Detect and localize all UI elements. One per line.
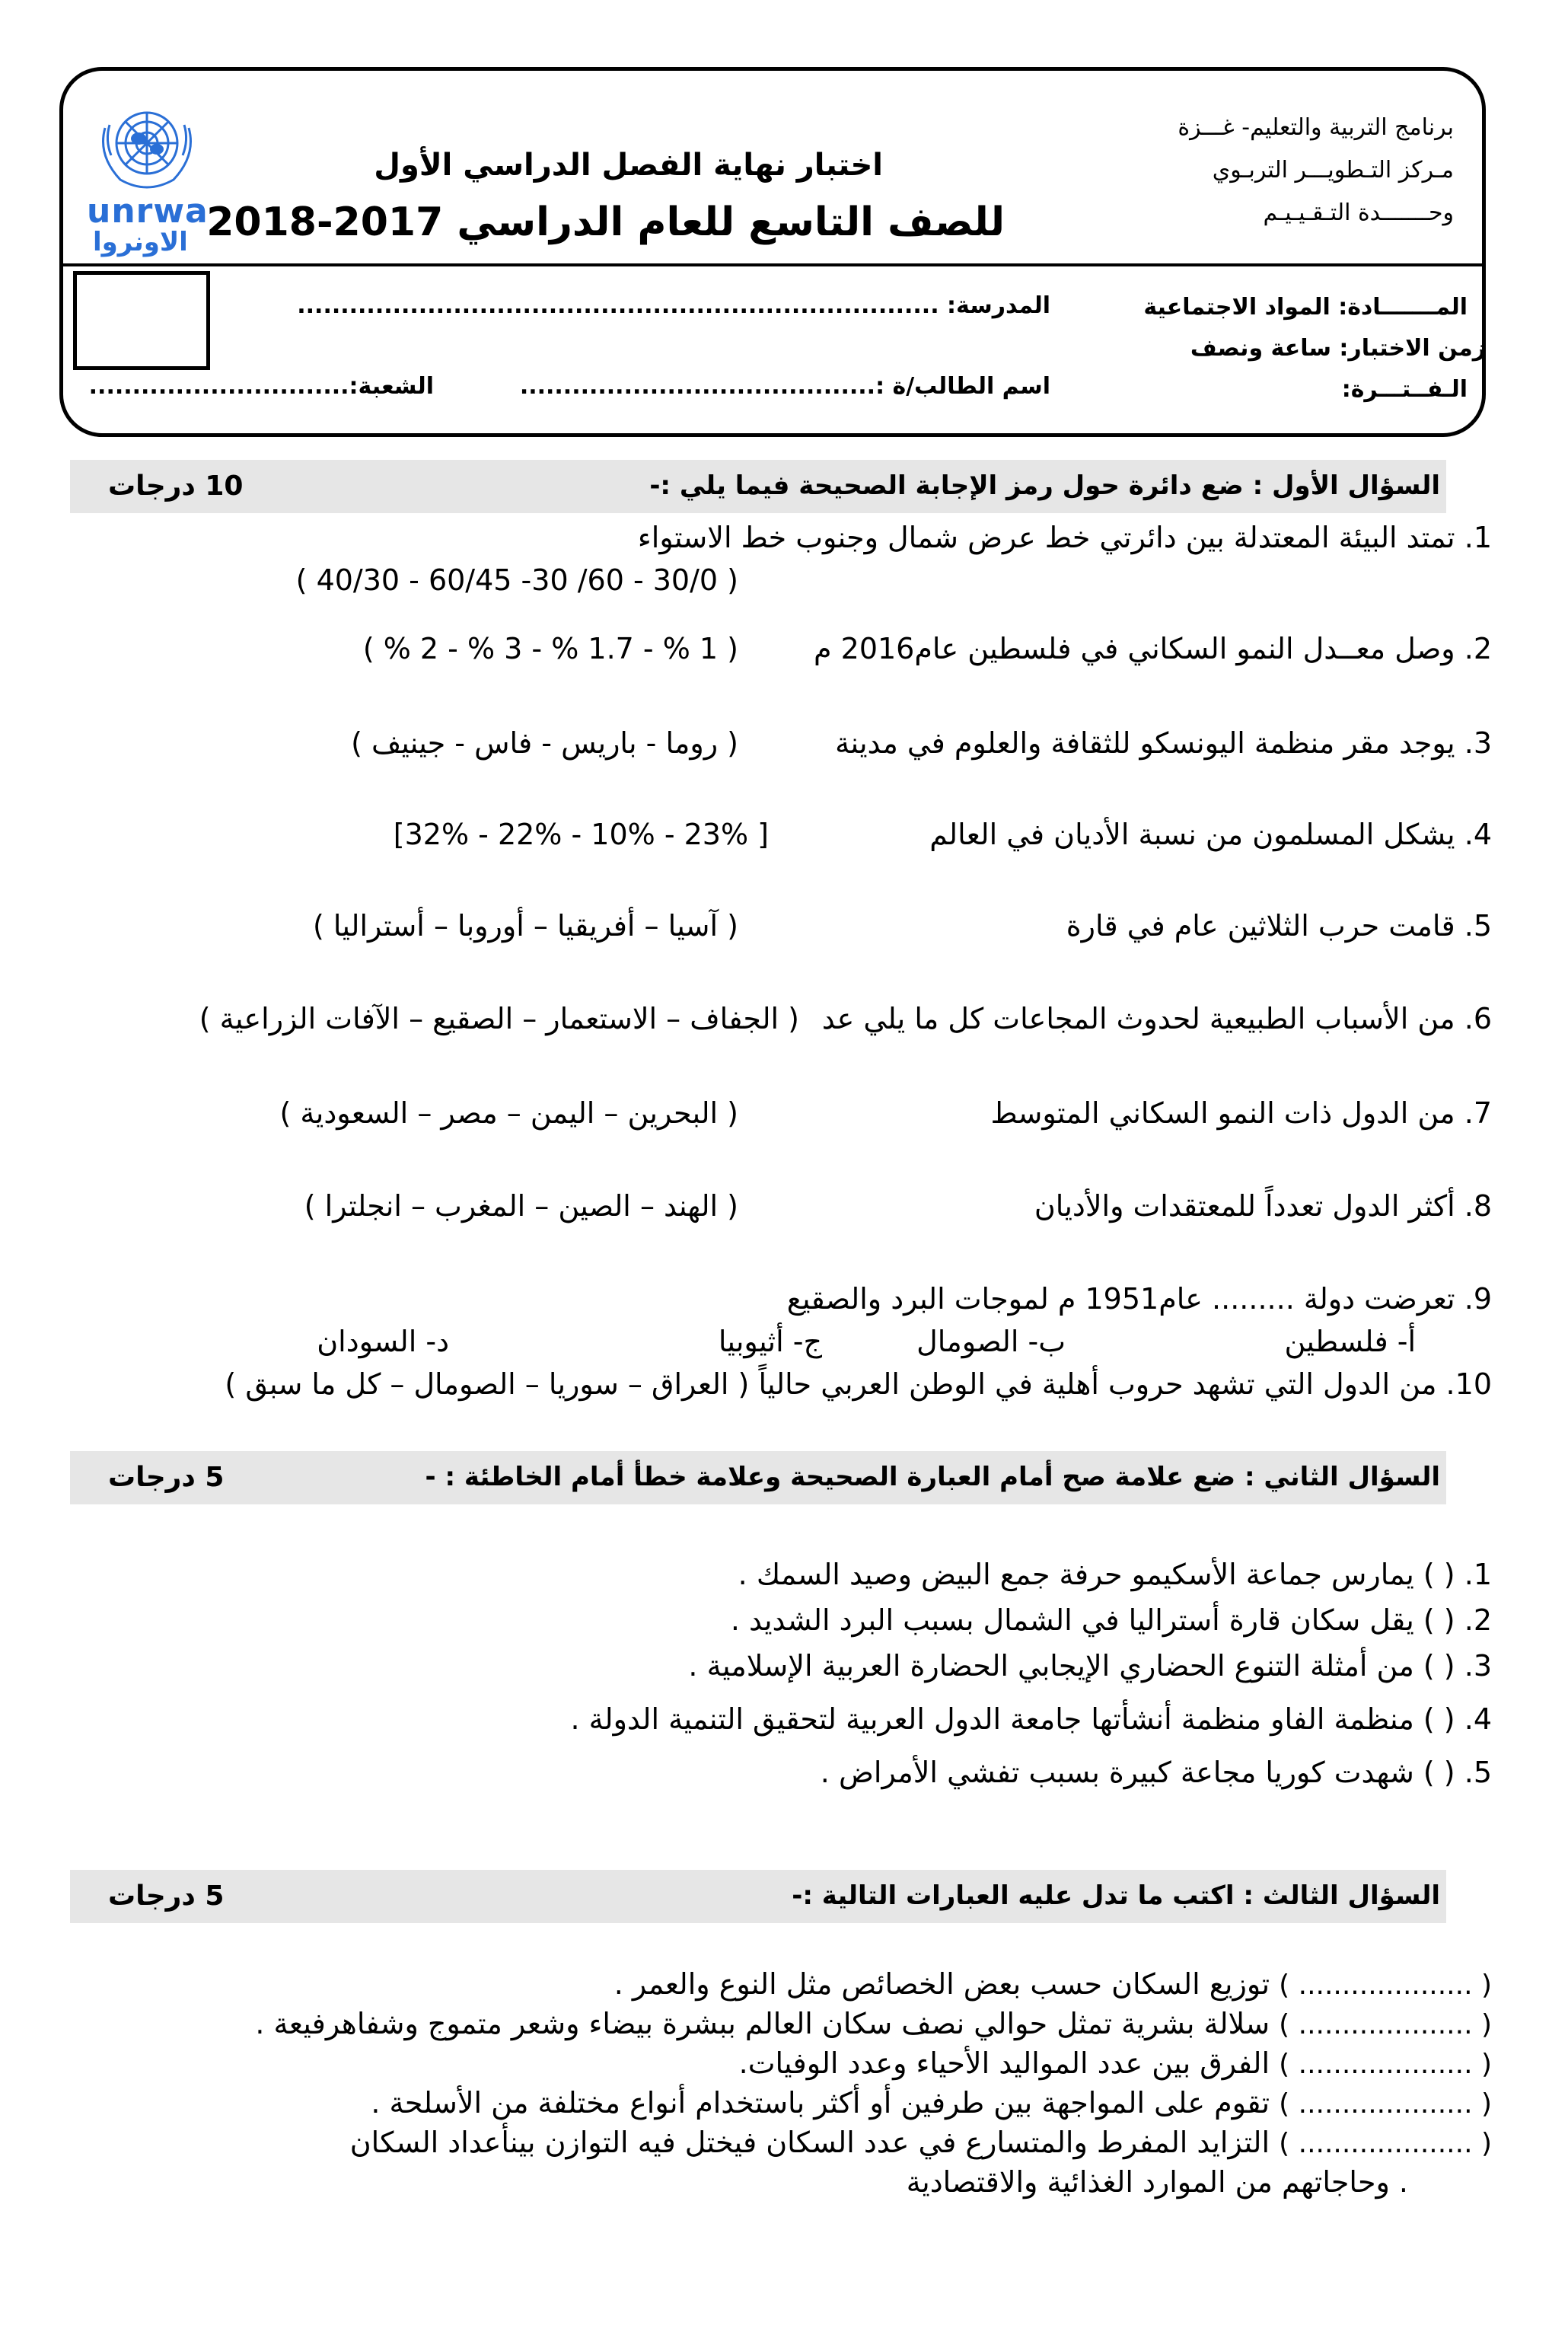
answer-blank[interactable]: ( .................... ) [1279, 2128, 1492, 2159]
item-text: يوجد مقر منظمة اليونسكو للثقافة والعلوم في مدينة [835, 726, 1455, 760]
q1-item-5-options[interactable]: ( آسيا – أفريقيا – أوروبا – أستراليا ) [312, 909, 738, 943]
exam-subtitle: للصف التاسع للعام الدراسي 2017-2018 [206, 199, 1005, 245]
item-text: تعرضت دولة ......... عام1951 م لموجات البرد والصقيع [786, 1282, 1455, 1316]
item-number: 3. [1464, 1649, 1492, 1683]
q3-score: 5 درجات [108, 1880, 225, 1912]
item-text: من الأسباب الطبيعية لحدوث المجاعات كل ما يلي عد [821, 1002, 1455, 1035]
q1-item-1-options[interactable]: ( 30/0 - 60/ 30- 60/45 - 40/30 ) [295, 563, 738, 597]
org-line-3: وحـــــــدة التـقـيـيـم [1263, 199, 1454, 226]
q3-item-5-continuation: . وحاجاتهم من الموارد الغذائية والاقتصادية [906, 2165, 1408, 2199]
q1-item-4 [929, 818, 1492, 851]
item-number: 1. [1464, 1558, 1492, 1591]
q1-item-3-options[interactable]: ( روما - باريس - فاس - جينيف ) [351, 726, 738, 760]
school-field[interactable]: المدرسة: .......................................................................... [297, 292, 1050, 319]
item-text: يشكل المسلمون من نسبة الأديان في العالم [929, 818, 1455, 851]
q3-item-5 [350, 2126, 1492, 2159]
student-name-field[interactable]: اسم الطالب/ة :......................................... [519, 373, 1050, 400]
q1-item-5 [1066, 909, 1492, 943]
item-number: 4. [1464, 818, 1492, 851]
item-number: 4. [1464, 1702, 1492, 1736]
period-label: الـفــتـــرة: [1341, 376, 1468, 403]
q1-item-9-choice-b[interactable]: ب- الصومال [916, 1325, 1066, 1358]
q1-item-9-choice-a[interactable]: أ- فلسطين [1284, 1325, 1416, 1358]
item-text: ( ) شهدت كوريا مجاعة كبيرة بسبب تفشي الأمراض . [820, 1756, 1455, 1789]
item-number: 8. [1464, 1189, 1492, 1223]
q2-item-3[interactable] [688, 1649, 1492, 1683]
q1-item-6-options[interactable]: ( الجفاف – الاستعمار – الصقيع – الآفات الزراعية ) [199, 1002, 799, 1035]
q2-title: السؤال الثاني : ضع علامة صح أمام العبارة الصحيحة وعلامة خطأ أمام الخاطئة : - [425, 1462, 1440, 1492]
answer-blank[interactable]: ( .................... ) [1279, 2049, 1492, 2080]
item-text: من الدول التي تشهد حروب أهلية في الوطن العربي حالياً ( العراق – سوريا – الصومال – كل ما سبق ) [225, 1367, 1437, 1401]
org-line-1: برنامج التربية والتعليم- غـــزة [1178, 114, 1454, 141]
item-number: 10. [1445, 1367, 1492, 1401]
item-number: 2. [1464, 632, 1492, 665]
item-text: التزايد المفرط والمتسارع في عدد السكان فيختل فيه التوازن بينأعداد السكان [349, 2126, 1270, 2159]
org-line-2: مـركز التـطويـــر التربـوي [1212, 157, 1454, 183]
item-text: ( ) يمارس جماعة الأسكيمو حرفة جمع البيض وصيد السمك . [738, 1558, 1455, 1591]
unrwa-logo [82, 94, 212, 259]
item-number: 2. [1464, 1603, 1492, 1637]
item-text: سلالة بشرية تمثل حوالي نصف سكان العالم ببشرة بيضاء وشعر متموج وشفاهرفيعة . [255, 2007, 1270, 2040]
exam-title: اختبار نهاية الفصل الدراسي الأول [374, 148, 883, 183]
q1-item-10 [225, 1367, 1492, 1401]
item-text: أكثر الدول تعدداً للمعتقدات والأديان [1034, 1189, 1455, 1223]
item-number: 5. [1464, 909, 1492, 943]
item-text: ( ) يقل سكان قارة أستراليا في الشمال بسبب البرد الشديد . [730, 1603, 1455, 1637]
item-text: تقوم على المواجهة بين طرفين أو أكثر باستخدام أنواع مختلفة من الأسلحة . [371, 2086, 1270, 2120]
q1-item-9-choice-c[interactable]: ج- أثيوبيا [718, 1325, 822, 1358]
answer-blank[interactable]: ( .................... ) [1279, 2088, 1492, 2120]
item-number: 5. [1464, 1756, 1492, 1789]
item-number: 1. [1464, 521, 1492, 554]
q3-item-2 [255, 2007, 1492, 2040]
q3-item-1 [614, 1967, 1492, 2001]
item-text: من الدول ذات النمو السكاني المتوسط [990, 1096, 1455, 1130]
item-text: تمتد البيئة المعتدلة بين دائرتي خط عرض شمال وجنوب خط الاستواء [637, 521, 1455, 554]
q1-item-2-options[interactable]: ( 1 % - 1.7 % - 3 % - 2 % ) [362, 632, 738, 665]
q1-item-1 [638, 521, 1492, 554]
q3-item-3 [739, 2046, 1492, 2080]
q2-score: 5 درجات [108, 1462, 225, 1493]
item-number: 7. [1464, 1096, 1492, 1130]
q3-title: السؤال الثالث : اكتب ما تدل عليه العبارات التالية :- [792, 1880, 1440, 1911]
header-divider [63, 263, 1482, 266]
duration-label: زمن الاختبار: ساعة ونصف [1190, 335, 1486, 362]
q1-header-bar [70, 460, 1446, 513]
item-text: قامت حرب الثلاثين عام في قارة [1066, 909, 1455, 943]
logo-text-ar: الاونروا [93, 227, 188, 257]
q2-item-4[interactable] [570, 1702, 1492, 1736]
q3-header-bar [70, 1870, 1446, 1923]
item-text: وصل معــدل النمو السكاني في فلسطين عام2016 م [814, 632, 1455, 665]
item-number: 3. [1464, 726, 1492, 760]
q1-item-8-options[interactable]: ( الهند – الصين – المغرب – انجلترا ) [304, 1189, 738, 1223]
item-text: الفرق بين عدد المواليد الأحياء وعدد الوفيات. [738, 2046, 1270, 2080]
answer-blank[interactable]: ( .................... ) [1279, 1970, 1492, 2001]
q1-score: 10 درجات [108, 471, 244, 502]
q1-item-7 [990, 1096, 1492, 1130]
q2-item-5[interactable] [821, 1756, 1492, 1789]
item-text: ( ) من أمثلة التنوع الحضاري الإيجابي الحضارة العربية الإسلامية . [688, 1649, 1455, 1683]
answer-blank[interactable]: ( .................... ) [1279, 2009, 1492, 2040]
subject-label: المـــــــادة: المواد الاجتماعية [1143, 294, 1468, 321]
q2-header-bar [70, 1451, 1446, 1504]
section-field[interactable]: الشعبة:.............................. [88, 373, 434, 400]
item-text: ( ) منظمة الفاو منظمة أنشأتها جامعة الدول العربية لتحقيق التنمية الدولة . [570, 1702, 1455, 1736]
q1-item-2 [814, 632, 1492, 665]
q1-item-4-options[interactable]: [ 23% - 10% - 22% - 32%] [393, 818, 769, 851]
logo-text-en: unrwa [87, 192, 209, 231]
item-number: 9. [1464, 1282, 1492, 1316]
q2-item-2[interactable] [731, 1603, 1492, 1637]
q3-item-4 [371, 2086, 1492, 2120]
q1-item-7-options[interactable]: ( البحرين – اليمن – مصر – السعودية ) [279, 1096, 738, 1130]
q1-item-9-choice-d[interactable]: د- السودان [317, 1325, 449, 1358]
q1-title: السؤال الأول : ضع دائرة حول رمز الإجابة الصحيحة فيما يلي :- [649, 471, 1440, 501]
item-text: توزيع السكان حسب بعض الخصائص مثل النوع والعمر . [613, 1967, 1270, 2001]
q1-item-6 [822, 1002, 1492, 1035]
q1-item-8 [1034, 1189, 1492, 1223]
q1-item-3 [835, 726, 1492, 760]
item-number: 6. [1464, 1002, 1492, 1035]
q2-item-1[interactable] [738, 1558, 1492, 1591]
grade-box[interactable] [73, 271, 210, 370]
q1-item-9 [787, 1282, 1492, 1316]
